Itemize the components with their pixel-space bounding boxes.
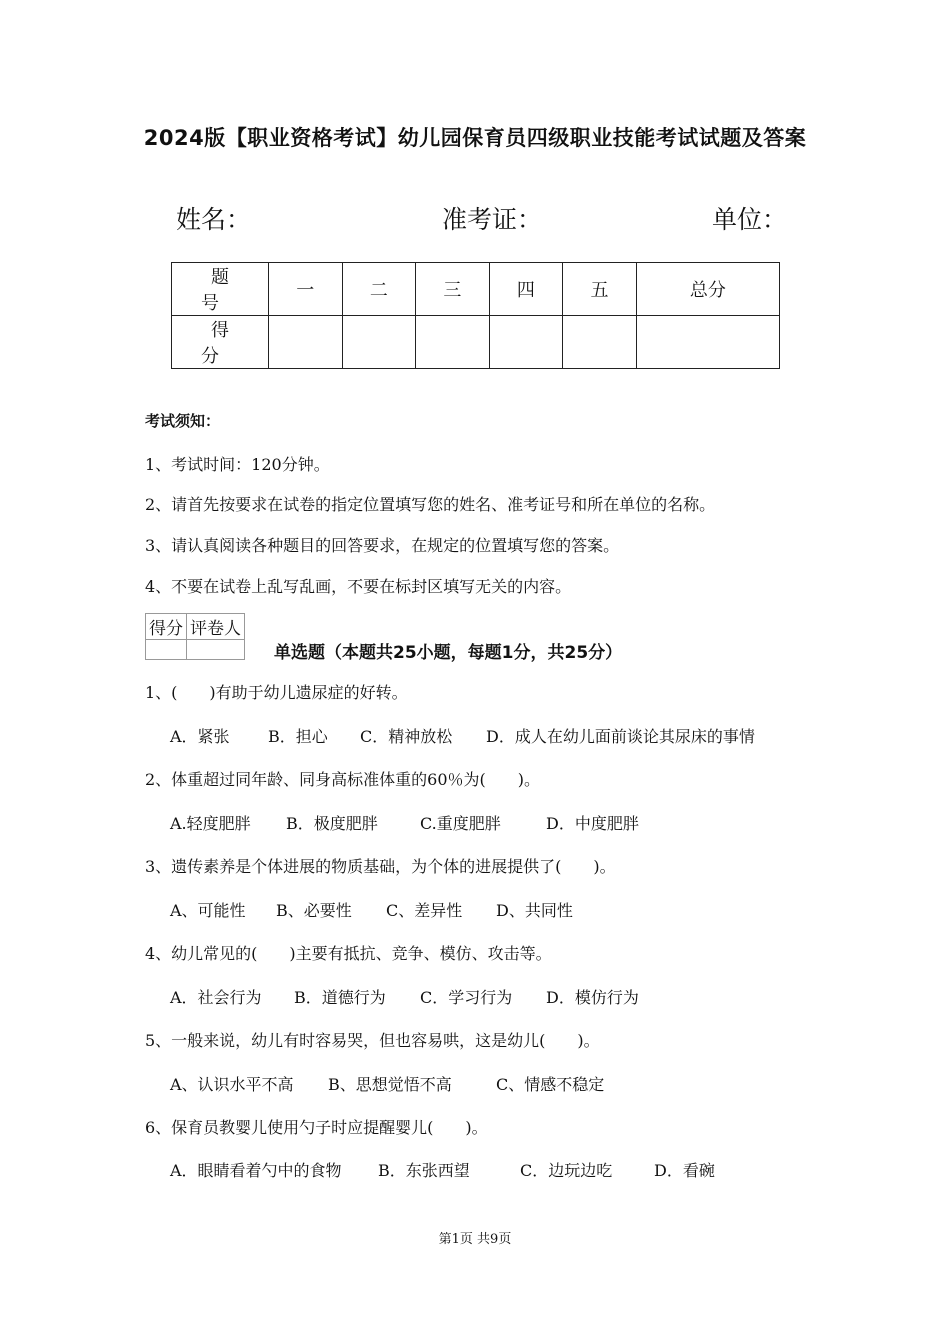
option-b[interactable]: B．东张西望 <box>378 1161 470 1180</box>
option-a[interactable]: A.轻度肥胖 <box>170 814 251 833</box>
question-1-options <box>170 724 755 747</box>
question-6-options <box>170 1158 715 1181</box>
question-4-options <box>170 985 639 1008</box>
question-2-options <box>170 811 639 834</box>
option-b[interactable]: B．道德行为 <box>294 988 386 1007</box>
grader-box <box>145 613 245 660</box>
score-cell-5[interactable] <box>563 316 637 369</box>
notice-item-2: 2、请首先按要求在试卷的指定位置填写您的姓名、准考证号和所在单位的名称。 <box>145 495 716 514</box>
option-c[interactable]: C．精神放松 <box>360 727 453 746</box>
grader-reviewer-cell[interactable] <box>187 640 245 660</box>
header-cell-total: 总分 <box>636 263 779 316</box>
option-a[interactable]: A、认识水平不高 <box>170 1075 294 1094</box>
score-table <box>171 262 780 369</box>
question-4-stem: 4、幼儿常见的( )主要有抵抗、竞争、模仿、攻击等。 <box>145 944 552 963</box>
question-5-stem: 5、一般来说，幼儿有时容易哭，但也容易哄，这是幼儿( )。 <box>145 1031 600 1050</box>
option-b[interactable]: B、必要性 <box>276 901 352 920</box>
option-c[interactable]: C.重度肥胖 <box>420 814 501 833</box>
section-title: 单选题（本题共25小题，每题1分，共25分） <box>274 643 623 663</box>
option-a[interactable]: A．眼睛看着勺中的食物 <box>170 1161 342 1180</box>
question-1-stem: 1、( )有助于幼儿遗尿症的好转。 <box>145 683 408 702</box>
name-field-label: 姓名： <box>176 205 252 234</box>
question-6-stem: 6、保育员教婴儿使用勺子时应提醒婴儿( )。 <box>145 1118 488 1137</box>
score-cell-total[interactable] <box>636 316 779 369</box>
header-cell-label: 题 号 <box>172 263 269 316</box>
option-a[interactable]: A、可能性 <box>170 901 246 920</box>
score-cell-2[interactable] <box>342 316 416 369</box>
notice-title: 考试须知： <box>145 412 221 430</box>
option-c[interactable]: C、情感不稳定 <box>496 1075 605 1094</box>
notice-item-1: 1、考试时间：120分钟。 <box>145 455 330 474</box>
option-b[interactable]: B．极度肥胖 <box>286 814 378 833</box>
grader-score-cell[interactable] <box>146 640 187 660</box>
grader-score-label: 得分 <box>146 614 187 640</box>
header-cell-2: 二 <box>342 263 416 316</box>
option-d[interactable]: D．看碗 <box>654 1161 715 1180</box>
header-cell-3: 三 <box>416 263 490 316</box>
option-c[interactable]: C．学习行为 <box>420 988 513 1007</box>
notice-item-4: 4、不要在试卷上乱写乱画，不要在标封区填写无关的内容。 <box>145 577 572 596</box>
option-d[interactable]: D、共同性 <box>496 901 573 920</box>
score-cell-3[interactable] <box>416 316 490 369</box>
question-3-options <box>170 898 573 921</box>
question-5-options <box>170 1072 604 1095</box>
score-table-score-row <box>172 316 780 369</box>
question-3-stem: 3、遗传素养是个体进展的物质基础，为个体的进展提供了( )。 <box>145 857 616 876</box>
option-d[interactable]: D．成人在幼儿面前谈论其尿床的事情 <box>486 727 755 746</box>
score-cell-4[interactable] <box>489 316 563 369</box>
option-b[interactable]: B、思想觉悟不高 <box>328 1075 452 1094</box>
score-row-label: 得 分 <box>172 316 269 369</box>
exam-title: 2024版【职业资格考试】幼儿园保育员四级职业技能考试试题及答案 <box>143 126 807 150</box>
grader-header-row <box>146 614 245 640</box>
grader-fill-row <box>146 640 245 660</box>
option-d[interactable]: D．中度肥胖 <box>546 814 639 833</box>
option-c[interactable]: C．边玩边吃 <box>520 1161 613 1180</box>
cert-field-label: 准考证： <box>442 205 543 234</box>
option-a[interactable]: A．紧张 <box>170 727 230 746</box>
notice-item-3: 3、请认真阅读各种题目的回答要求，在规定的位置填写您的答案。 <box>145 536 620 555</box>
option-c[interactable]: C、差异性 <box>386 901 463 920</box>
option-d[interactable]: D．模仿行为 <box>546 988 639 1007</box>
grader-reviewer-label: 评卷人 <box>187 614 245 640</box>
header-cell-1: 一 <box>269 263 343 316</box>
question-2-stem: 2、体重超过同年龄、同身高标准体重的60％为( )。 <box>145 770 541 789</box>
candidate-fields <box>0 200 950 240</box>
option-a[interactable]: A．社会行为 <box>170 988 262 1007</box>
unit-field-label: 单位： <box>712 205 788 234</box>
score-table-header-row <box>172 263 780 316</box>
option-b[interactable]: B．担心 <box>268 727 328 746</box>
page-footer: 第1页 共9页 <box>438 1232 512 1247</box>
header-cell-5: 五 <box>563 263 637 316</box>
header-cell-4: 四 <box>489 263 563 316</box>
